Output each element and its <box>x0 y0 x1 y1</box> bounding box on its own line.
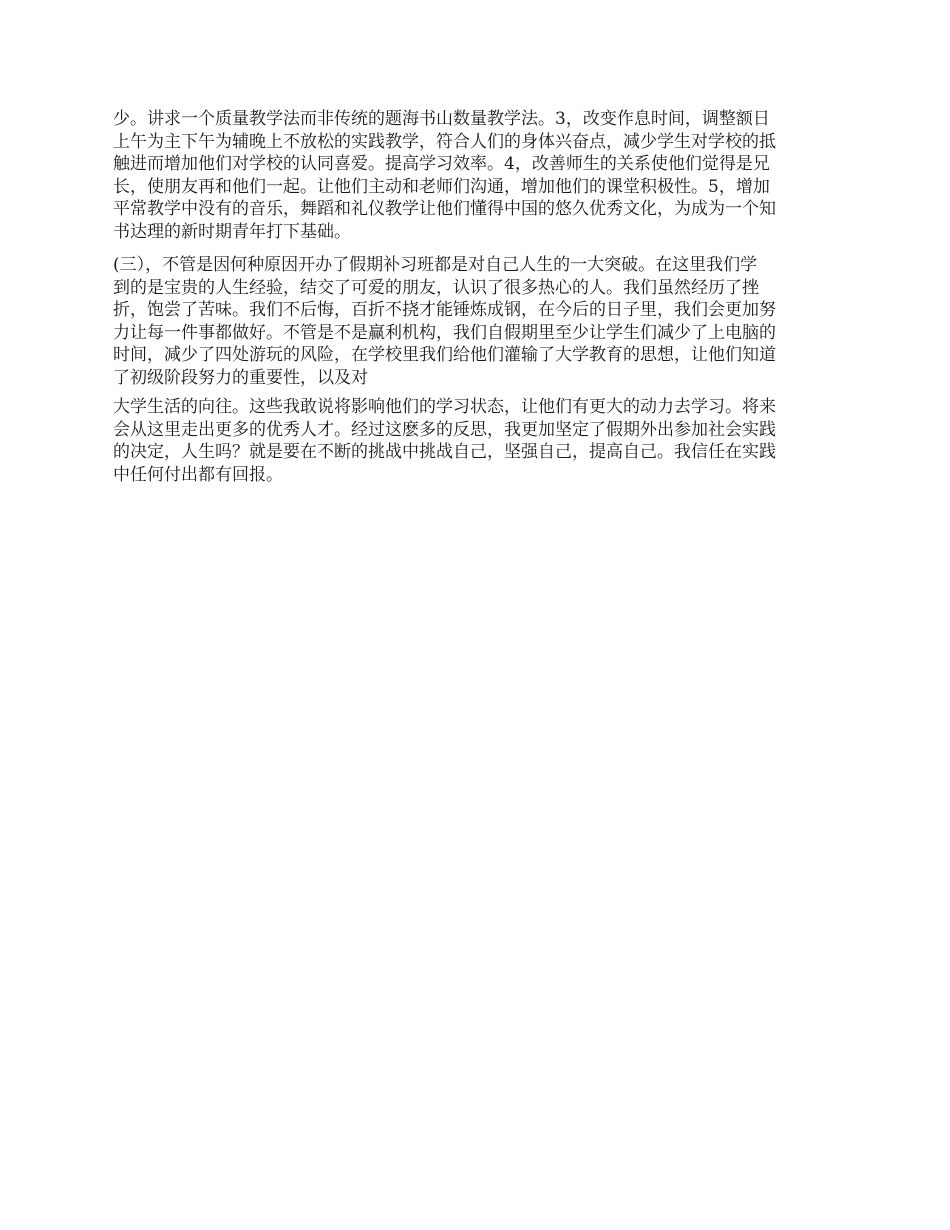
text-line: 了初级阶段努力的重要性，以及对 <box>113 367 368 388</box>
paragraph-teaching-methods <box>113 108 843 243</box>
text-line: 书达理的新时期青年打下基础。 <box>113 221 351 242</box>
text-line: 到的是宝贵的人生经验，结交了可爱的朋友，认识了很多热心的人。我们虽然经历了挫 <box>113 277 759 298</box>
text-line: 触进而增加他们对学校的认同喜爱。提高学习效率。4，改善师生的关系使他们觉得是兄 <box>113 154 770 174</box>
text-line: 时间，减少了四处游玩的风险，在学校里我们给他们灌输了大学教育的思想，让他们知道 <box>113 345 776 365</box>
text-line: 中任何付出都有回报。 <box>113 464 283 485</box>
text-line: (三），不管是因何种原因开办了假期补习班都是对自己人生的一大突破。在这里我们学 <box>113 255 758 275</box>
text-line: 折，饱尝了苦味。我们不后悔，百折不挠才能锤炼成钢，在今后的日子里，我们会更加努 <box>113 300 776 320</box>
text-line: 会从这里走出更多的优秀人才。经过这麽多的反思，我更加坚定了假期外出参加社会实践 <box>113 419 776 440</box>
text-line: 力让每一件事都做好。不管是不是赢利机构，我们自假期里至少让学生们减少了上电脑的 <box>113 322 776 343</box>
text-line: 长，使朋友再和他们一起。让他们主动和老师们沟通，增加他们的课堂积极性。5，增加 <box>113 176 770 197</box>
paragraph-conclusion <box>113 396 843 486</box>
text-line: 平常教学中没有的音乐，舞蹈和礼仪教学让他们懂得中国的悠久优秀文化，为成为一个知 <box>113 199 776 219</box>
text-line: 大学生活的向往。这些我敢说将影响他们的学习状态，让他们有更大的动力去学习。将来 <box>113 397 776 417</box>
paragraph-section-three <box>113 254 843 389</box>
text-line: 的决定，人生吗？就是要在不断的挑战中挑战自己，坚强自己，提高自己。我信任在实践 <box>113 442 776 462</box>
text-line: 少。讲求一个质量教学法而非传统的题海书山数量教学法。3，改变作息时间，调整额日 <box>113 109 770 129</box>
text-line: 上午为主下午为辅晚上不放松的实践教学，符合人们的身体兴奋点，减少学生对学校的抵 <box>113 131 776 152</box>
